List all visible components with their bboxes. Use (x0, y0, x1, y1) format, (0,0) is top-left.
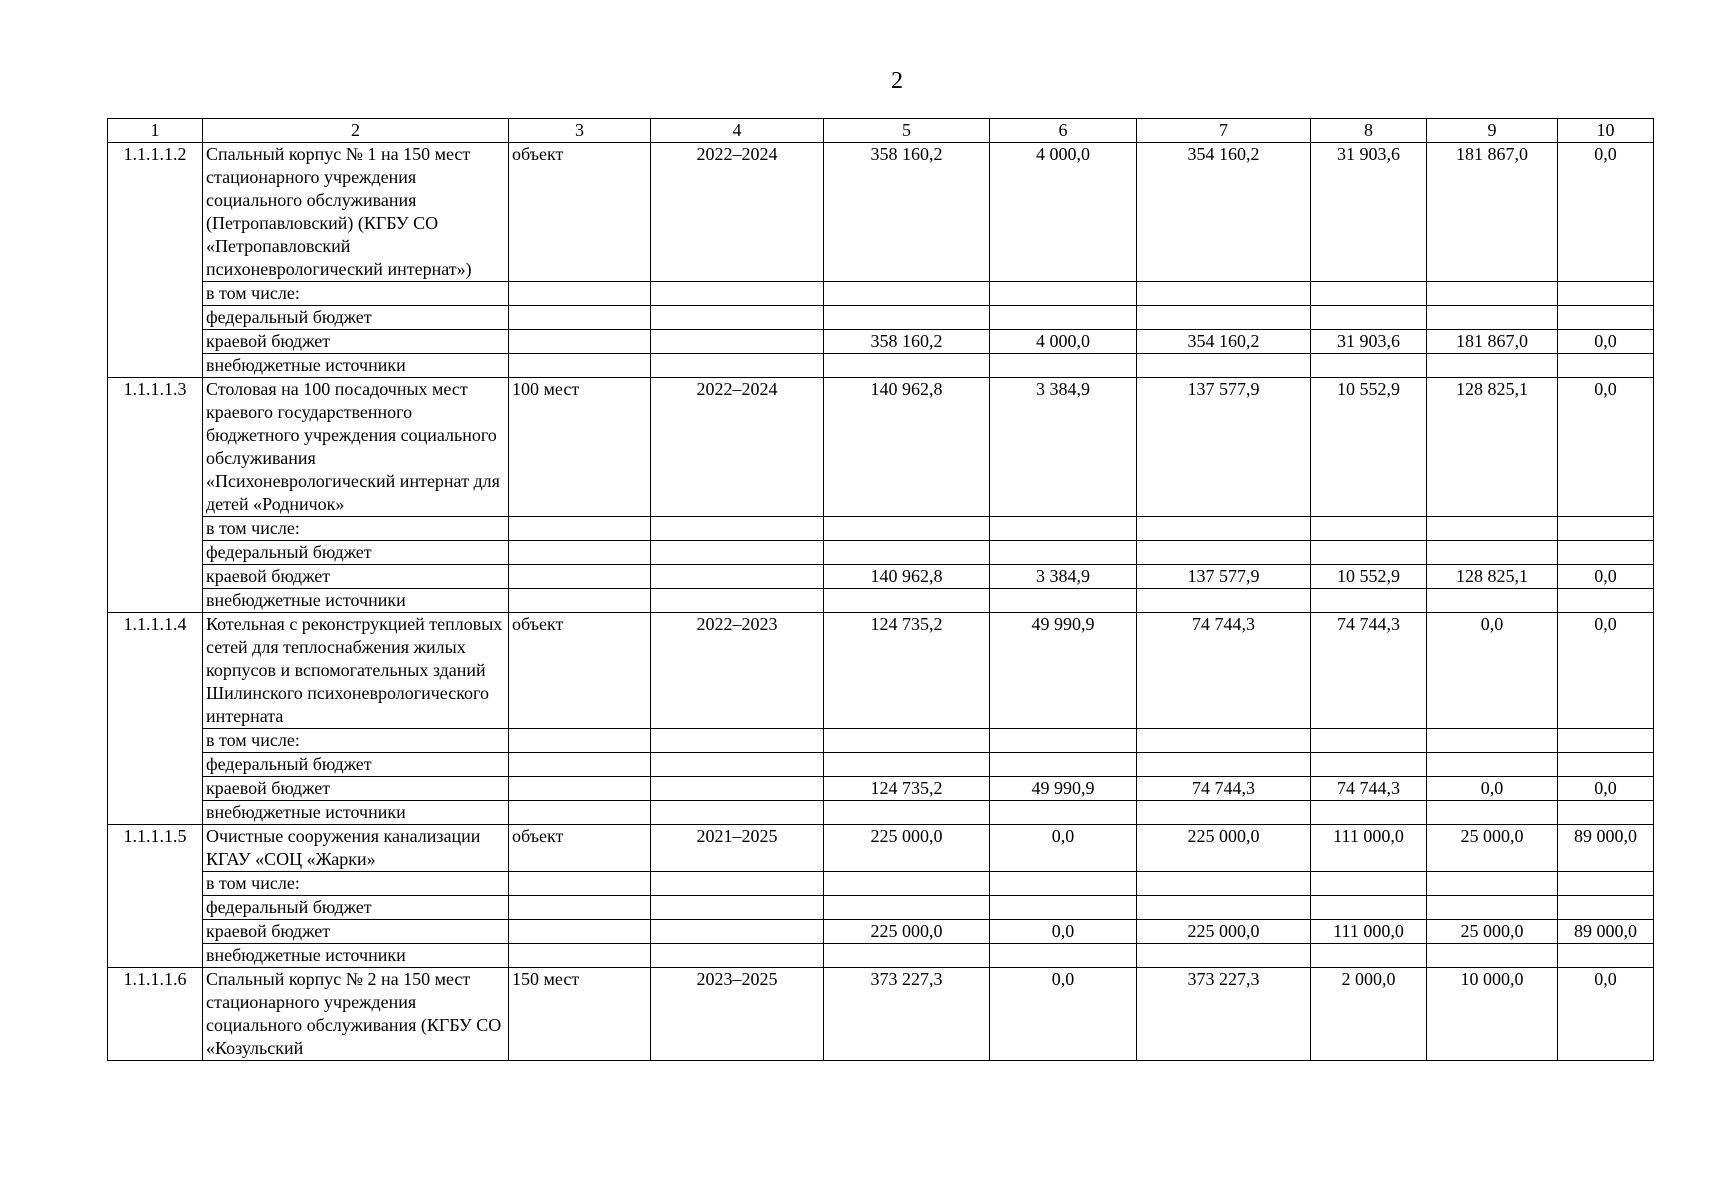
funding-unit-empty (509, 330, 651, 354)
item-value: 2 000,0 (1311, 968, 1427, 1061)
header-cell: 1 (108, 119, 203, 143)
item-code: 1.1.1.1.2 (108, 143, 203, 378)
funding-value: 0,0 (1558, 330, 1654, 354)
item-value: 181 867,0 (1427, 143, 1558, 282)
funding-value (1137, 753, 1311, 777)
header-cell: 7 (1137, 119, 1311, 143)
header-cell: 10 (1558, 119, 1654, 143)
funding-value (1137, 541, 1311, 565)
header-cell: 2 (203, 119, 509, 143)
header-cell: 4 (651, 119, 824, 143)
funding-period-empty (651, 729, 824, 753)
funding-period-empty (651, 282, 824, 306)
item-value: 373 227,3 (824, 968, 990, 1061)
funding-value (1137, 354, 1311, 378)
funding-unit-empty (509, 282, 651, 306)
item-name: Очистные сооружения канализации КГАУ «СОЦ «Жарки» (203, 825, 509, 872)
table-row-funding (108, 330, 1654, 354)
funding-value (990, 541, 1137, 565)
table-row-item (108, 968, 1654, 1061)
item-period: 2021–2025 (651, 825, 824, 872)
funding-value (824, 517, 990, 541)
item-code: 1.1.1.1.3 (108, 378, 203, 613)
funding-value (1311, 753, 1427, 777)
table-row-item (108, 143, 1654, 282)
item-period: 2022–2023 (651, 613, 824, 729)
funding-period-empty (651, 589, 824, 613)
item-value: 111 000,0 (1311, 825, 1427, 872)
funding-value: 225 000,0 (824, 920, 990, 944)
funding-unit-empty (509, 565, 651, 589)
funding-label: в том числе: (203, 872, 509, 896)
table-row-funding (108, 944, 1654, 968)
funding-value (824, 589, 990, 613)
funding-value (990, 944, 1137, 968)
funding-value (1558, 729, 1654, 753)
page-number: 2 (891, 68, 903, 94)
funding-value (1558, 354, 1654, 378)
item-value: 25 000,0 (1427, 825, 1558, 872)
funding-value: 25 000,0 (1427, 920, 1558, 944)
funding-label: краевой бюджет (203, 920, 509, 944)
funding-period-empty (651, 872, 824, 896)
funding-value: 0,0 (990, 920, 1137, 944)
funding-value (1137, 872, 1311, 896)
funding-unit-empty (509, 920, 651, 944)
table-row-funding (108, 565, 1654, 589)
funding-label: краевой бюджет (203, 330, 509, 354)
funding-value (824, 541, 990, 565)
funding-value (824, 282, 990, 306)
funding-value: 0,0 (1558, 777, 1654, 801)
funding-label: в том числе: (203, 517, 509, 541)
funding-label: внебюджетные источники (203, 589, 509, 613)
item-value: 354 160,2 (1137, 143, 1311, 282)
funding-value (990, 517, 1137, 541)
funding-value (1311, 282, 1427, 306)
funding-label: федеральный бюджет (203, 896, 509, 920)
funding-period-empty (651, 753, 824, 777)
funding-value: 89 000,0 (1558, 920, 1654, 944)
funding-unit-empty (509, 801, 651, 825)
funding-value: 140 962,8 (824, 565, 990, 589)
funding-value (1137, 282, 1311, 306)
funding-value (990, 589, 1137, 613)
item-value: 128 825,1 (1427, 378, 1558, 517)
funding-value (824, 354, 990, 378)
funding-value (1427, 801, 1558, 825)
item-value: 0,0 (1558, 613, 1654, 729)
funding-period-empty (651, 330, 824, 354)
funding-value: 124 735,2 (824, 777, 990, 801)
funding-value: 181 867,0 (1427, 330, 1558, 354)
funding-period-empty (651, 306, 824, 330)
item-name: Котельная с реконструкцией тепловых сетей для теплоснабжения жилых корпусов и вспомогательных зданий Шилинского психоневрологического интерната (203, 613, 509, 729)
funding-unit-empty (509, 354, 651, 378)
funding-value (990, 282, 1137, 306)
item-value: 74 744,3 (1311, 613, 1427, 729)
table-row-funding (108, 801, 1654, 825)
funding-value (1311, 517, 1427, 541)
funding-unit-empty (509, 517, 651, 541)
table-row-funding (108, 872, 1654, 896)
funding-unit-empty (509, 777, 651, 801)
funding-value (1427, 517, 1558, 541)
funding-value (1558, 896, 1654, 920)
funding-period-empty (651, 801, 824, 825)
table-row-funding (108, 896, 1654, 920)
table-row-funding (108, 354, 1654, 378)
funding-label: краевой бюджет (203, 565, 509, 589)
funding-value (1311, 541, 1427, 565)
funding-value: 358 160,2 (824, 330, 990, 354)
budget-table (107, 118, 1654, 1061)
funding-value (1427, 944, 1558, 968)
header-cell: 6 (990, 119, 1137, 143)
funding-value (1311, 944, 1427, 968)
funding-period-empty (651, 920, 824, 944)
header-cell: 5 (824, 119, 990, 143)
table-row-funding (108, 517, 1654, 541)
funding-value: 137 577,9 (1137, 565, 1311, 589)
item-value: 373 227,3 (1137, 968, 1311, 1061)
item-value: 3 384,9 (990, 378, 1137, 517)
funding-value (1137, 801, 1311, 825)
item-value: 0,0 (1558, 378, 1654, 517)
funding-label: внебюджетные источники (203, 944, 509, 968)
item-unit: объект (509, 825, 651, 872)
funding-value (990, 801, 1137, 825)
funding-value (1558, 282, 1654, 306)
funding-value (824, 729, 990, 753)
item-unit: 150 мест (509, 968, 651, 1061)
header-cell: 9 (1427, 119, 1558, 143)
table-row-funding (108, 920, 1654, 944)
item-value: 358 160,2 (824, 143, 990, 282)
funding-value (824, 306, 990, 330)
funding-value (990, 729, 1137, 753)
item-name: Столовая на 100 посадочных мест краевого государственного бюджетного учреждения социального обслуживания «Психоневрологический интернат для детей «Родничок» (203, 378, 509, 517)
item-code: 1.1.1.1.6 (108, 968, 203, 1061)
funding-value: 10 552,9 (1311, 565, 1427, 589)
funding-value (1558, 306, 1654, 330)
funding-value: 3 384,9 (990, 565, 1137, 589)
funding-value (1137, 896, 1311, 920)
funding-period-empty (651, 354, 824, 378)
table-row-funding (108, 541, 1654, 565)
funding-value: 354 160,2 (1137, 330, 1311, 354)
funding-label: федеральный бюджет (203, 753, 509, 777)
item-code: 1.1.1.1.4 (108, 613, 203, 825)
table-row-item (108, 825, 1654, 872)
funding-value: 0,0 (1558, 565, 1654, 589)
table-row-item (108, 613, 1654, 729)
funding-value (1137, 306, 1311, 330)
funding-value (1311, 306, 1427, 330)
item-period: 2022–2024 (651, 143, 824, 282)
funding-value (1427, 872, 1558, 896)
funding-value: 74 744,3 (1137, 777, 1311, 801)
item-value: 49 990,9 (990, 613, 1137, 729)
item-value: 0,0 (1558, 968, 1654, 1061)
item-value: 74 744,3 (1137, 613, 1311, 729)
funding-period-empty (651, 896, 824, 920)
item-value: 10 552,9 (1311, 378, 1427, 517)
funding-value (1311, 872, 1427, 896)
item-unit: объект (509, 143, 651, 282)
funding-value: 111 000,0 (1311, 920, 1427, 944)
funding-value (824, 944, 990, 968)
funding-value (1311, 801, 1427, 825)
funding-value (1427, 306, 1558, 330)
funding-value (1558, 517, 1654, 541)
item-unit: 100 мест (509, 378, 651, 517)
funding-unit-empty (509, 589, 651, 613)
funding-value (824, 753, 990, 777)
funding-value (1427, 753, 1558, 777)
funding-value (1311, 354, 1427, 378)
funding-value: 225 000,0 (1137, 920, 1311, 944)
funding-value (1427, 589, 1558, 613)
funding-value (1311, 589, 1427, 613)
funding-label: федеральный бюджет (203, 306, 509, 330)
funding-value (1558, 872, 1654, 896)
item-value: 137 577,9 (1137, 378, 1311, 517)
funding-value (1558, 944, 1654, 968)
funding-value: 49 990,9 (990, 777, 1137, 801)
header-row (108, 119, 1654, 143)
funding-value (1427, 729, 1558, 753)
item-name: Спальный корпус № 2 на 150 мест стационарного учреждения социального обслуживания (КГБУ СО «Козульский (203, 968, 509, 1061)
funding-label: в том числе: (203, 282, 509, 306)
funding-value (1311, 896, 1427, 920)
header-cell: 3 (509, 119, 651, 143)
item-value: 10 000,0 (1427, 968, 1558, 1061)
funding-period-empty (651, 944, 824, 968)
funding-period-empty (651, 777, 824, 801)
funding-value (990, 306, 1137, 330)
funding-value: 4 000,0 (990, 330, 1137, 354)
item-value: 4 000,0 (990, 143, 1137, 282)
item-unit: объект (509, 613, 651, 729)
funding-value (1558, 801, 1654, 825)
funding-label: краевой бюджет (203, 777, 509, 801)
header-cell: 8 (1311, 119, 1427, 143)
funding-value (1137, 517, 1311, 541)
item-value: 124 735,2 (824, 613, 990, 729)
funding-period-empty (651, 517, 824, 541)
table-row-funding (108, 753, 1654, 777)
funding-period-empty (651, 541, 824, 565)
table-row-item (108, 378, 1654, 517)
table-row-funding (108, 589, 1654, 613)
funding-label: в том числе: (203, 729, 509, 753)
item-period: 2023–2025 (651, 968, 824, 1061)
item-name: Спальный корпус № 1 на 150 мест стационарного учреждения социального обслуживания (Петропавловский) (КГБУ СО «Петропавловский психоневрологический интернат») (203, 143, 509, 282)
funding-value (824, 872, 990, 896)
item-value: 31 903,6 (1311, 143, 1427, 282)
funding-value (990, 753, 1137, 777)
item-value: 0,0 (990, 825, 1137, 872)
funding-label: внебюджетные источники (203, 354, 509, 378)
funding-value (990, 896, 1137, 920)
funding-value: 31 903,6 (1311, 330, 1427, 354)
funding-value: 74 744,3 (1311, 777, 1427, 801)
funding-value (990, 872, 1137, 896)
funding-period-empty (651, 565, 824, 589)
funding-label: внебюджетные источники (203, 801, 509, 825)
funding-unit-empty (509, 753, 651, 777)
funding-unit-empty (509, 729, 651, 753)
funding-value (990, 354, 1137, 378)
funding-value (1427, 896, 1558, 920)
table-row-funding (108, 306, 1654, 330)
item-value: 140 962,8 (824, 378, 990, 517)
funding-value (1137, 944, 1311, 968)
item-period: 2022–2024 (651, 378, 824, 517)
funding-value (1558, 753, 1654, 777)
funding-unit-empty (509, 896, 651, 920)
item-value: 0,0 (1427, 613, 1558, 729)
funding-value (1137, 589, 1311, 613)
item-value: 0,0 (1558, 143, 1654, 282)
funding-value (1311, 729, 1427, 753)
funding-value (824, 896, 990, 920)
funding-value: 0,0 (1427, 777, 1558, 801)
funding-value (1558, 589, 1654, 613)
table-row-funding (108, 282, 1654, 306)
table-row-funding (108, 777, 1654, 801)
funding-value: 128 825,1 (1427, 565, 1558, 589)
funding-value (1137, 729, 1311, 753)
funding-unit-empty (509, 872, 651, 896)
item-code: 1.1.1.1.5 (108, 825, 203, 968)
item-value: 225 000,0 (824, 825, 990, 872)
funding-unit-empty (509, 541, 651, 565)
funding-value (1427, 282, 1558, 306)
funding-value (1427, 354, 1558, 378)
funding-value (1427, 541, 1558, 565)
funding-value (824, 801, 990, 825)
funding-unit-empty (509, 306, 651, 330)
funding-unit-empty (509, 944, 651, 968)
item-value: 89 000,0 (1558, 825, 1654, 872)
funding-value (1558, 541, 1654, 565)
item-value: 0,0 (990, 968, 1137, 1061)
funding-label: федеральный бюджет (203, 541, 509, 565)
table-row-funding (108, 729, 1654, 753)
item-value: 225 000,0 (1137, 825, 1311, 872)
